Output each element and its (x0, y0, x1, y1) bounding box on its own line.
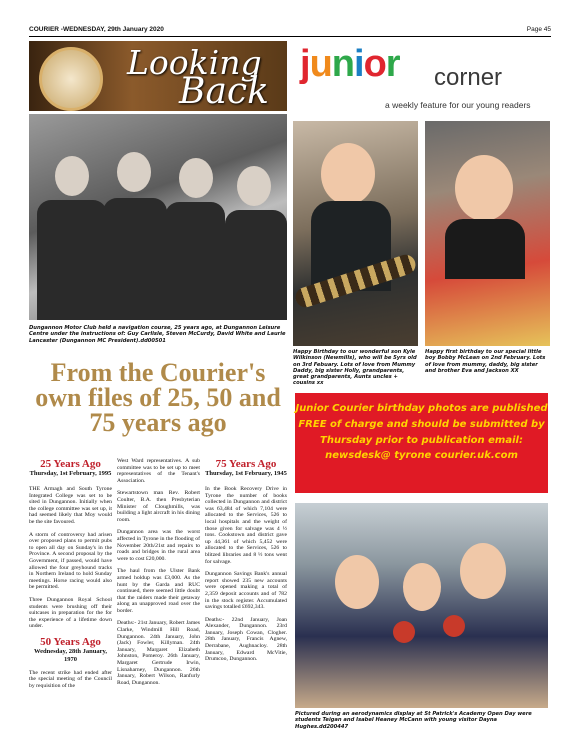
birthday-photos-promo: Junior Courier birthday photos are published FREE of charge and should be submitted by Thursday prior to publication email: newsdesk@ tyrone courier.uk.com (295, 393, 548, 493)
article-paragraph: Dungannon Savings Bank's annual report showed 235 new accounts were opened making a total of 2,359 deposit accounts and of 782 in the stock register. Accumulated savings totalled £692,343. (205, 571, 287, 611)
header-rule (29, 36, 551, 37)
article-paragraph: Dungannon area was the worst affected in Tyrone in the flooding of November 20th/21st and repairs to roads and bridges in the rural area were to cost £20,000. (117, 529, 200, 562)
baby-face (455, 155, 513, 221)
paper-date: COURIER -WEDNESDAY, 29th January 2020 (29, 26, 164, 33)
junior-subtitle: a weekly feature for our young readers (385, 100, 531, 110)
article-paragraph: Deaths:- 21st January, Robert James Clarke, Windmill Hill Road, Dungannon. 24th January, John (Jack) Fowler, Killyman. 24th January, Margaret Elizabeth Johnston, Pomeroy. 26th January, Margaret Gertrude Irwin, Lisnaharney, Dungannon. 26th January, Robert Wilson, Ranfurly Road, Dungannon. (117, 620, 200, 686)
bobby-caption: Happy first birthday to our special little boy Bobby McLean on 2nd February. Lots of love from mummy, daddy, big sister and brother Eva and Jackson XX (425, 349, 546, 374)
junior-letter: o (363, 43, 386, 85)
junior-letter: n (331, 43, 354, 85)
courier-files-headline: From the Courier's own files of 25, 50 and 75 years ago (35, 358, 281, 437)
article-paragraph: THE Armagh and South Tyrone Integrated College was set to be sited in Dungannon. Initially when the college committee was set up, it had seemed likely that Moy would be the site favoured. (29, 486, 112, 525)
person-body (37, 200, 107, 320)
article-paragraph: A storm of controversy had arisen over proposed plans to permit pubs to open all day on Sunday's in the Province. A second proposal by the Government, if passed, would have allowed the four greyhound tracks in Northern Ireland to hold Sunday meetings. Horse racing would also be permitted. (29, 531, 112, 591)
visitor-face (403, 563, 441, 611)
page-header (29, 26, 551, 33)
junior-letter: i (354, 43, 364, 85)
article-paragraph: Stewartstown man Rev. Robert Coulter, B.A. then Presbyterian Minister of Cloughmills, was building a light aircraft in his dining room. (117, 490, 200, 523)
banner-line2: Back (179, 71, 269, 111)
baby-body (445, 219, 525, 279)
junior-logo (300, 45, 400, 83)
apple-shape (393, 621, 415, 643)
column-25-50-years (29, 458, 112, 696)
page-number: Page 45 (526, 26, 551, 33)
article-paragraph: Three Dungannon Royal School students were brushing off their suitcases in preparation for the for the experience of a lifetime down under. (29, 596, 112, 630)
article-paragraph: In the Book Recovery Drive in Tyrone the number of books collected in Dungannon and district was 63,484 of which 7,104 were allocated to the Services, 526 to local hospitals and the weight of those given for salvage was 4 ½ tons. Cookstown and district gave up 44,361 of which 5,452 were allocated to the Services, 526 to blitzed libraries and 8 ½ tons went for salvage. (205, 486, 287, 565)
article-paragraph: The recent strike had ended after the special meeting of the Council by requisition of the (29, 669, 112, 690)
kyle-caption: Happy Birthday to our wonderful son Kyle Wilkinson (Newmills), who will be 5yrs old on 3rd Febuary. Lots of love from Mummy Daddy, big sister Holly, grandparents, great grandparents, Aunts uncles + cousins xx (293, 349, 417, 387)
person-face (237, 166, 271, 206)
junior-letter: u (309, 43, 332, 85)
corner-word: corner (434, 64, 503, 91)
motor-club-caption: Dungannon Motor Club held a navigation course, 25 years ago, at Dungannon Leisure Centre under the instructions of: Guy Carlisle, Steven McCurdy, David White and Laurie Lancaster (Dungannon MC President).dd00501 (29, 325, 286, 344)
person-face (55, 156, 89, 196)
motor-club-photo (29, 114, 287, 320)
person-face (179, 158, 213, 198)
person-face (117, 152, 151, 192)
article-paragraph: West Ward representatives. A sub committee was to be set up to meet representatives of the Tenant's Association. (117, 458, 200, 484)
column-50-years-continued (117, 458, 200, 692)
open-day-caption: Pictured during an aerodynamics display at St Patrick's Academy Open Day were students Teigan and Isabel Heaney McCann with young visitor Dayna Hughes.dd200447 (295, 711, 532, 730)
years-ago-heading: 50 Years Ago (40, 635, 101, 648)
pocket-watch-icon (39, 47, 103, 111)
student-face (335, 555, 379, 609)
child-face (321, 143, 375, 205)
person-body (165, 202, 225, 320)
article-paragraph: The haul from the Ulster Bank armed holdup was £3,000. As the hunt by the Garda and RUC continued, there seemed little doubt that the raiders made their getaway along an unapproved road over the border. (117, 568, 200, 614)
person-body (103, 198, 167, 320)
kyle-birthday-photo (293, 121, 418, 346)
years-ago-date: Thursday, 1st February, 1995 (29, 470, 112, 477)
years-ago-heading: 25 Years Ago (40, 458, 101, 470)
years-ago-date: Thursday, 1st February, 1945 (205, 470, 287, 477)
open-day-photo (295, 503, 548, 708)
looking-back-banner (29, 41, 287, 111)
years-ago-heading: 75 Years Ago (215, 458, 277, 470)
student-face (460, 543, 506, 599)
years-ago-date: Wednesday, 28th January, 1970 (34, 647, 107, 663)
apple-shape (443, 615, 465, 637)
banner-line1: Looking (127, 43, 262, 82)
column-75-years (205, 458, 287, 669)
bobby-birthday-photo (425, 121, 550, 346)
article-paragraph: Deaths:- 22nd January, Joan Alexander, Dungannon. 23rd January, Joseph Cowan, Clogher. 28th January, Francis Agnew, Derrabane, Aughnacloy. 28th January, Edward McVitie, Drumcoo, Dungannon. (205, 616, 287, 663)
junior-letter: j (300, 43, 310, 85)
person-body (225, 210, 287, 320)
junior-letter: r (385, 43, 400, 85)
